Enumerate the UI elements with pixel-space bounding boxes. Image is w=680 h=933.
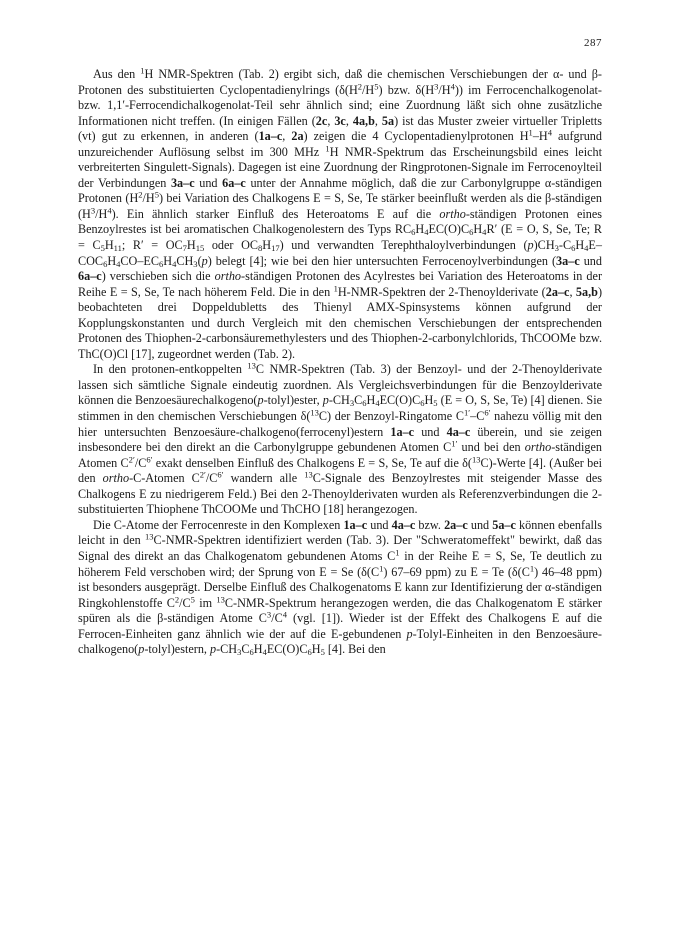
paragraph: In den protonen-entkoppelten $^{13}$C NMR-Spektren (Tab. 3) der Benzoyl- und der 2-Thenoylderivate lassen sich sämtliche Signale eindeutig zuordnen. Als Vergleichsverbindungen für die Benzoylderivate können die Benzoesäurechalkogeno(p-tolyl)ester, $p-CH_3C_6H_4EC(O)C_6H_5$ (E = O, S, Se, Te) [4] dienen. Sie stimmen in den chemischen Verschiebungen δ($^{13}$C) der Benzoyl-Ringatome $C^{1'}-C^{6'}$ nahezu völlig mit den hier untersuchten Benzoesäure-chalkogeno(ferrocenyl)estern 1a–c und 4a–c überein, und sie zeigen insbesondere bei den direkt an die Carbonylgruppe gebundenen Atomen $C^{1'}$ und bei den ortho-ständigen Atomen $C^{2'}/C^{6'}$ exakt denselben Einfluß des Chalkogens E = S, Se, Te auf die δ($^{13}$C)-Werte [4]. (Außer bei den ortho-C-Atomen $C^{2'}/C^{6'}$ wandern alle $^{13}$C-Signale des Benzoylrestes mit steigender Masse des Chalkogens E zu niedrigerem Feld.) Bei den 2-Thenoylderivaten wurden als Referenzverbindungen die 2-substituierten Thiophene ThCOOMe und ThCHO [18] herangezogen. — [78, 360, 603, 517]
paragraph: Aus den $^1$H NMR-Spektren (Tab. 2) ergibt sich, daß die chemischen Verschiebungen der α- und β-Protonen des substituierten Cyclopentadienylrings ($\delta(H^2/H^5)$ bzw. $\delta(H^3/H^4)$) im Ferrocenchalkogenolat- bzw. 1,1′-Ferrocendichalkogenolat-Teil sehr ähnlich sind; eine Zuordnung läßt sich ohne zusätzliche Informationen nicht treffen. (In einigen Fällen (2c, 3c, 4a,b, 5a) ist das Muster zweier virtueller Tripletts (vt) gut zu erkennen, in anderen (1a–c, 2a) zeigen die 4 Cyclopentadienylprotonen $H^1-H^4$ aufgrund unzureichender Auflösung selbst im 300 MHz $^1$H NMR-Spektrum das Erscheinungsbild eines leicht verbreiterten Singulett-Signals). Dagegen ist eine Zuordnung der Ringprotonen-Signale im Ferrocenoylteil der Verbindungen 3a–c und 6a–c unter der Annahme möglich, daß die zur Carbonylgruppe α-ständigen Protonen $(H^2/H^5)$ bei Variation des Chalkogens E = S, Se, Te stärker beeinflußt werden als die β-ständigen $(H^3/H^4)$. Ein ähnlich starker Einfluß des Heteroatoms E auf die ortho-ständigen Protonen eines Benzoylrestes ist bei aromatischen Chalkogenolestern des Typs $RC_6H_4EC(O)C_6H_4R'$ (E = O, S, Se, Te; $R = C_5H_{11}$; $R' = OC_7H_{15}$ oder $OC_8H_{17}$) und verwandten Terephthaloylverbindungen $(p)CH_3-C_6H_4E-COC_6H_4CO-EC_6H_4CH_3(p)$ belegt [4]; wie bei den hier untersuchten Ferrocenoylverbindungen (3a–c und 6a–c) verschieben sich die ortho-ständigen Protonen des Acylrestes bei Variation des Heteroatoms in der Reihe E = S, Se, Te nach höherem Feld. Die in den $^1$H-NMR-Spektren der 2-Thenoylderivate (2a–c, 5a,b) beobachteten drei Doppeldubletts des Thienyl AMX-Spinsystems können aufgrund der Kopplungskonstanten und durch Vergleich mit den chemischen Verschiebungen der entsprechenden Protonen des Thiophen-2-carbonsäuremethylesters und des Thiophen-2-carbonylchlorids, ThCOOMe bzw. ThC(O)Cl [17], zugeordnet werden (Tab. 2). — [78, 65, 603, 361]
body-text — [78, 67, 602, 658]
page-number: 287 — [584, 37, 602, 49]
paragraph: Die C-Atome der Ferrocenreste in den Komplexen 1a–c und 4a–c bzw. 2a–c und 5a–c können ebenfalls leicht in den $^{13}$C-NMR-Spektren identifiziert werden (Tab. 3). Der "Schweratomeffekt" bewirkt, daß das Signal des direkt an das Chalkogenatom gebundenen Atoms $C^1$ in der Reihe E = S, Se, Te deutlich zu höherem Feld verschoben wird; der Sprung von E = Se ($\delta(C^1)$ 67–69 ppm) zu E = Te ($\delta(C^1)$ 46–48 ppm) ist besonders ausgeprägt. Derselbe Einfluß des Chalkogenatoms E kann zur Identifizierung der α-ständigen Ringkohlenstoffe $C^2/C^5$ im $^{13}$C-NMR-Spektrum herangezogen werden, die das Chalkogenatom E stärker spüren als die β-ständigen Atome $C^3/C^4$ (vgl. [1]). Wieder ist der Effekt des Chalkogens E auf die Ferrocen-Einheiten ganz ähnlich wie der auf die E-gebundenen p-Tolyl-Einheiten in den Benzoesäure-chalkogeno(p-tolyl)estern, $p-CH_3C_6H_4EC(O)C_6H_5$ [4]. Bei den — [78, 517, 603, 658]
